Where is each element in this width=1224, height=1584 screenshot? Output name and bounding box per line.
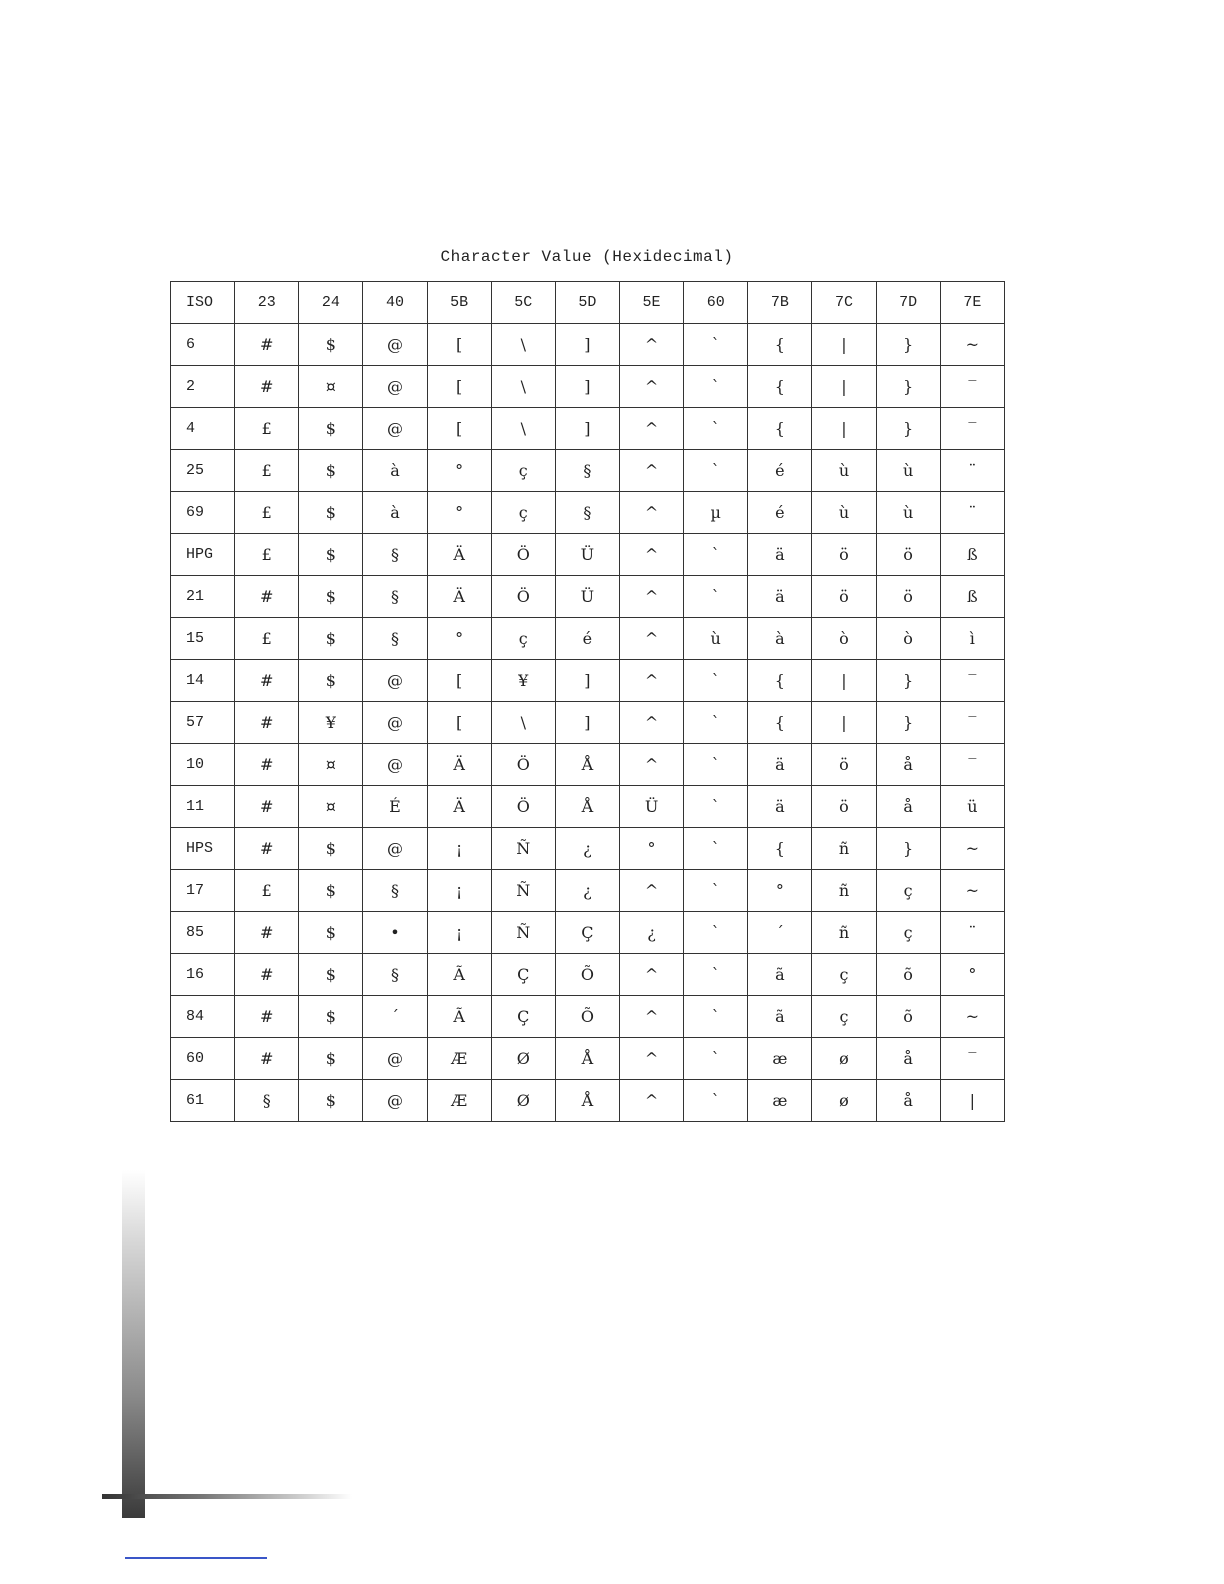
table-header-row [171,282,1005,324]
character-cell: å [876,744,940,786]
table-row [171,366,1005,408]
character-cell: [ [427,408,491,450]
character-cell: $ [299,828,363,870]
character-cell: ø [812,1038,876,1080]
page-edge-gradient-bar [122,1170,145,1518]
character-cell: # [235,912,299,954]
column-header-7e: 7E [940,282,1004,324]
character-cell: Ö [491,576,555,618]
iso-code-cell: 11 [171,786,235,828]
character-cell: ã [748,954,812,996]
character-cell: ¡ [427,870,491,912]
character-cell: $ [299,324,363,366]
character-cell: £ [235,450,299,492]
character-cell: $ [299,450,363,492]
character-cell: ¨ [940,492,1004,534]
iso-code-cell: 57 [171,702,235,744]
character-cell: # [235,366,299,408]
character-cell: ` [684,324,748,366]
character-cell: ` [684,912,748,954]
character-cell: ¡ [427,828,491,870]
character-cell: $ [299,534,363,576]
character-cell: $ [299,618,363,660]
character-cell: ~ [940,870,1004,912]
character-cell: | [812,702,876,744]
character-cell: ` [684,744,748,786]
character-cell: { [748,408,812,450]
character-cell: ] [555,408,619,450]
character-cell: { [748,828,812,870]
character-cell: Ü [619,786,683,828]
character-cell: Å [555,744,619,786]
character-cell: @ [363,1080,427,1122]
column-header-7b: 7B [748,282,812,324]
character-cell: ß [940,576,1004,618]
character-cell: Ö [491,534,555,576]
character-cell: Æ [427,1080,491,1122]
character-cell: $ [299,576,363,618]
character-cell: Ñ [491,828,555,870]
character-cell: $ [299,1080,363,1122]
table-row [171,744,1005,786]
character-cell: @ [363,324,427,366]
character-cell: { [748,366,812,408]
character-cell: ` [684,702,748,744]
iso-code-cell: 85 [171,912,235,954]
character-cell: ` [684,870,748,912]
table-row [171,450,1005,492]
character-cell: @ [363,702,427,744]
iso-code-cell: 10 [171,744,235,786]
character-cell: } [876,366,940,408]
column-header-40: 40 [363,282,427,324]
character-cell: ´ [363,996,427,1038]
character-cell: é [748,450,812,492]
character-cell: à [363,492,427,534]
character-cell: Æ [427,1038,491,1080]
character-cell: ^ [619,744,683,786]
character-cell: ° [427,450,491,492]
character-cell: ö [876,576,940,618]
character-cell: [ [427,660,491,702]
character-cell: å [876,1038,940,1080]
character-cell: ° [619,828,683,870]
character-cell: Ã [427,954,491,996]
iso-code-cell: 84 [171,996,235,1038]
character-cell: ä [748,744,812,786]
table-row [171,408,1005,450]
character-cell: Ñ [491,870,555,912]
character-cell: ` [684,954,748,996]
character-cell: é [555,618,619,660]
character-cell: | [812,366,876,408]
character-cell: Ø [491,1080,555,1122]
character-cell: # [235,1038,299,1080]
character-cell: ^ [619,618,683,660]
character-cell: $ [299,996,363,1038]
column-header-5d: 5D [555,282,619,324]
character-cell: ò [876,618,940,660]
character-cell: § [555,450,619,492]
character-cell: ^ [619,996,683,1038]
column-header-23: 23 [235,282,299,324]
character-cell: Å [555,1038,619,1080]
character-cell: ù [812,492,876,534]
character-cell: ù [876,450,940,492]
character-cell: ø [812,1080,876,1122]
character-cell: { [748,702,812,744]
table-row [171,534,1005,576]
character-cell: ç [812,996,876,1038]
character-cell: ‾ [940,1038,1004,1080]
character-cell: Ç [491,996,555,1038]
character-cell: \ [491,408,555,450]
character-cell: ç [491,618,555,660]
character-cell: ` [684,366,748,408]
character-cell: ç [491,450,555,492]
column-header-5b: 5B [427,282,491,324]
character-cell: \ [491,366,555,408]
character-cell: ¤ [299,786,363,828]
character-cell: } [876,828,940,870]
character-cell: à [363,450,427,492]
character-cell: ^ [619,1038,683,1080]
character-cell: ] [555,366,619,408]
character-cell: Õ [555,954,619,996]
column-header-7c: 7C [812,282,876,324]
column-header-60: 60 [684,282,748,324]
character-cell: ö [812,534,876,576]
iso-code-cell: 15 [171,618,235,660]
character-cell: [ [427,702,491,744]
character-cell: ‾ [940,744,1004,786]
character-cell: ‾ [940,660,1004,702]
character-cell: # [235,744,299,786]
table-row [171,870,1005,912]
character-cell: ñ [812,912,876,954]
character-cell: ä [748,534,812,576]
character-cell: # [235,954,299,996]
character-cell: ^ [619,660,683,702]
character-cell: õ [876,996,940,1038]
character-cell: | [812,408,876,450]
character-cell: $ [299,660,363,702]
character-cell: õ [876,954,940,996]
character-cell: # [235,324,299,366]
character-cell: # [235,660,299,702]
character-cell: | [812,660,876,702]
column-header-7d: 7D [876,282,940,324]
column-header-iso: ISO [171,282,235,324]
iso-code-cell: 25 [171,450,235,492]
character-cell: ù [876,492,940,534]
character-cell: Ç [491,954,555,996]
column-header-5c: 5C [491,282,555,324]
character-cell: ñ [812,870,876,912]
character-cell: ¥ [299,702,363,744]
iso-code-cell: 16 [171,954,235,996]
iso-code-cell: 14 [171,660,235,702]
character-cell: } [876,324,940,366]
character-cell: ù [812,450,876,492]
table-row [171,786,1005,828]
character-cell: ¿ [555,870,619,912]
character-cell: æ [748,1038,812,1080]
table-row [171,912,1005,954]
character-cell: Õ [555,996,619,1038]
character-cell: # [235,702,299,744]
column-header-24: 24 [299,282,363,324]
character-cell: £ [235,534,299,576]
table-row [171,954,1005,996]
character-cell: µ [684,492,748,534]
character-cell: å [876,1080,940,1122]
page-footer-rule [102,1494,352,1499]
character-cell: Ä [427,786,491,828]
character-cell: $ [299,408,363,450]
character-cell: ~ [940,996,1004,1038]
character-cell: Ü [555,576,619,618]
character-cell: å [876,786,940,828]
character-cell: ` [684,660,748,702]
character-cell: ç [491,492,555,534]
character-cell: § [363,870,427,912]
table-row [171,660,1005,702]
character-cell: Ö [491,786,555,828]
character-cell: ¨ [940,912,1004,954]
character-cell: ç [876,912,940,954]
character-cell: £ [235,492,299,534]
character-cell: ` [684,534,748,576]
character-cell: ‾ [940,408,1004,450]
character-cell: $ [299,912,363,954]
character-cell: ö [812,576,876,618]
character-cell: { [748,660,812,702]
character-cell: ö [812,744,876,786]
character-cell: ì [940,618,1004,660]
table-row [171,996,1005,1038]
character-cell: Ø [491,1038,555,1080]
table-row [171,1038,1005,1080]
character-cell: ° [427,492,491,534]
character-cell: ‾ [940,366,1004,408]
iso-code-cell: 60 [171,1038,235,1080]
iso-code-cell: HPG [171,534,235,576]
character-cell: ò [812,618,876,660]
character-cell: ] [555,324,619,366]
character-cell: ` [684,786,748,828]
table-title: Character Value (Hexidecimal) [440,248,734,266]
character-cell: ` [684,1038,748,1080]
character-cell: ` [684,450,748,492]
character-cell: ¿ [619,912,683,954]
character-set-table [170,281,1005,1122]
character-cell: $ [299,492,363,534]
character-cell: Ñ [491,912,555,954]
character-cell: § [363,618,427,660]
character-cell: ¥ [491,660,555,702]
character-cell: ß [940,534,1004,576]
character-cell: ä [748,576,812,618]
character-cell: Å [555,1080,619,1122]
character-cell: Ä [427,576,491,618]
character-cell: £ [235,408,299,450]
iso-code-cell: 21 [171,576,235,618]
table-row [171,492,1005,534]
character-cell: ^ [619,576,683,618]
character-cell: ^ [619,366,683,408]
character-cell: @ [363,408,427,450]
character-cell: Å [555,786,619,828]
character-cell: é [748,492,812,534]
character-cell: Ö [491,744,555,786]
character-cell: à [748,618,812,660]
character-cell: | [940,1080,1004,1122]
character-cell: $ [299,870,363,912]
character-cell: $ [299,1038,363,1080]
table-row [171,828,1005,870]
character-cell: ` [684,1080,748,1122]
column-header-5e: 5E [619,282,683,324]
character-cell: ñ [812,828,876,870]
character-cell: ‾ [940,702,1004,744]
character-cell: ¤ [299,366,363,408]
footer-blue-rule [125,1557,267,1559]
character-cell: £ [235,618,299,660]
iso-code-cell: 6 [171,324,235,366]
character-cell: ° [940,954,1004,996]
character-cell: § [235,1080,299,1122]
iso-code-cell: 4 [171,408,235,450]
character-cell: Ü [555,534,619,576]
character-cell: ] [555,660,619,702]
character-cell: ` [684,828,748,870]
character-cell: ~ [940,828,1004,870]
character-cell: ] [555,702,619,744]
character-cell: æ [748,1080,812,1122]
table-row [171,702,1005,744]
character-cell: § [363,534,427,576]
character-cell: ^ [619,492,683,534]
iso-code-cell: 61 [171,1080,235,1122]
table-row [171,1080,1005,1122]
character-cell: ö [876,534,940,576]
character-cell: § [363,576,427,618]
character-cell: ° [748,870,812,912]
character-cell: ^ [619,408,683,450]
character-cell: { [748,324,812,366]
character-cell: ^ [619,702,683,744]
table-row [171,618,1005,660]
character-cell: Ä [427,534,491,576]
character-cell: Ç [555,912,619,954]
iso-code-cell: 2 [171,366,235,408]
character-cell: Ã [427,996,491,1038]
character-cell: ^ [619,450,683,492]
character-cell: ¨ [940,450,1004,492]
table-row [171,324,1005,366]
character-cell: ã [748,996,812,1038]
character-cell: ^ [619,870,683,912]
character-cell: ´ [748,912,812,954]
character-cell: | [812,324,876,366]
character-cell: [ [427,366,491,408]
character-cell: ä [748,786,812,828]
character-cell: @ [363,828,427,870]
character-cell: • [363,912,427,954]
character-cell: ü [940,786,1004,828]
character-cell: § [363,954,427,996]
character-cell: ç [812,954,876,996]
character-cell: ^ [619,324,683,366]
character-cell: ° [427,618,491,660]
character-cell: $ [299,954,363,996]
character-cell: ö [812,786,876,828]
character-cell: # [235,786,299,828]
character-cell: Ä [427,744,491,786]
character-cell: @ [363,660,427,702]
character-cell: ` [684,996,748,1038]
character-cell: \ [491,702,555,744]
character-cell: § [555,492,619,534]
character-cell: ` [684,408,748,450]
character-cell: # [235,828,299,870]
character-cell: } [876,660,940,702]
character-cell: ù [684,618,748,660]
character-cell: ç [876,870,940,912]
character-cell: ` [684,576,748,618]
character-cell: [ [427,324,491,366]
character-cell: £ [235,870,299,912]
character-cell: \ [491,324,555,366]
character-cell: ¤ [299,744,363,786]
character-cell: É [363,786,427,828]
character-cell: ¡ [427,912,491,954]
character-cell: ^ [619,534,683,576]
character-cell: @ [363,1038,427,1080]
character-cell: ^ [619,1080,683,1122]
table-row [171,576,1005,618]
character-cell: @ [363,366,427,408]
character-cell: ¿ [555,828,619,870]
iso-code-cell: 69 [171,492,235,534]
character-cell: # [235,576,299,618]
character-cell: @ [363,744,427,786]
table-body [171,324,1005,1122]
character-cell: ~ [940,324,1004,366]
character-cell: } [876,702,940,744]
iso-code-cell: HPS [171,828,235,870]
iso-code-cell: 17 [171,870,235,912]
character-cell: # [235,996,299,1038]
character-cell: ^ [619,954,683,996]
character-cell: } [876,408,940,450]
